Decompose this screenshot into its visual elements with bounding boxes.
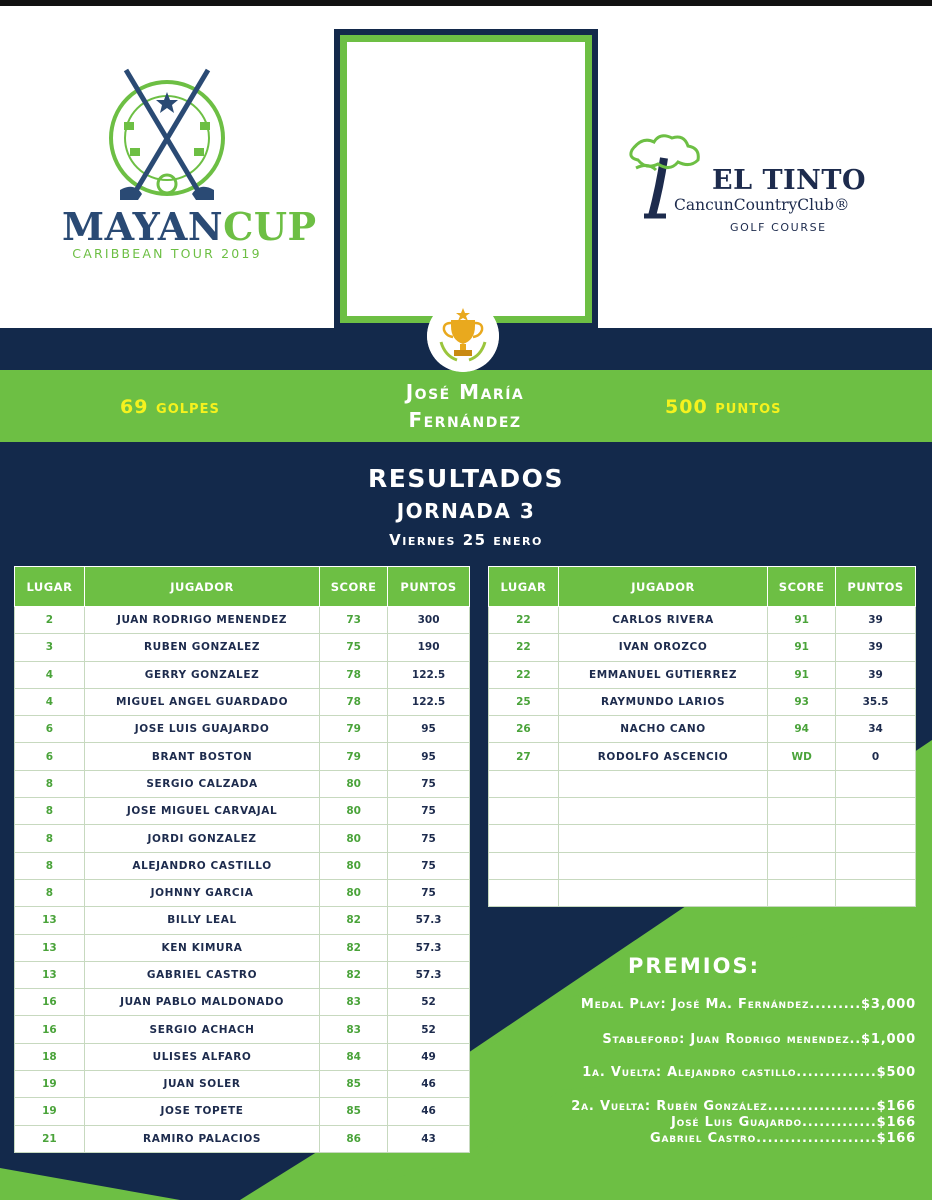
cell-jugador: JOSE MIGUEL CARVAJAL [84,798,319,825]
cell-puntos: 75 [388,852,470,879]
cell-score: 93 [768,688,836,715]
cell-lugar: 8 [15,852,85,879]
cell-score: 80 [320,879,388,906]
trophy-icon [427,300,499,372]
prizes-title: PREMIOS: [628,954,760,978]
cell-puntos: 46 [388,1071,470,1098]
cell-lugar: 19 [15,1098,85,1125]
cell-score: 75 [320,634,388,661]
cell-puntos [836,852,916,879]
cell-puntos: 57.3 [388,934,470,961]
cell-lugar [489,852,559,879]
cell-jugador: RODOLFO ASCENCIO [558,743,767,770]
table-row [489,716,916,743]
cell-jugador: JUAN SOLER [84,1071,319,1098]
table-row [15,825,470,852]
prize-second-round-3: Gabriel Castro.....................$166 [650,1131,916,1146]
cell-jugador: RAYMUNDO LARIOS [558,688,767,715]
table-row [15,852,470,879]
cell-lugar: 6 [15,716,85,743]
cell-jugador: SERGIO CALZADA [84,770,319,797]
cell-score: 91 [768,607,836,634]
cell-score: 91 [768,661,836,688]
cell-puntos: 34 [836,716,916,743]
cell-score: 94 [768,716,836,743]
table-row [489,661,916,688]
cell-jugador: IVAN OROZCO [558,634,767,661]
table-row [15,716,470,743]
table-header-lugar: LUGAR [15,567,85,607]
cell-lugar [489,798,559,825]
table-header-jugador: JUGADOR [84,567,319,607]
prize-first-round: 1a. Vuelta: Alejandro castillo..............$500 [582,1065,916,1080]
cell-lugar: 21 [15,1125,85,1152]
table-row [489,743,916,770]
cell-lugar: 13 [15,934,85,961]
prize-second-round-2: José Luis Guajardo.............$166 [670,1115,916,1130]
cell-score: 73 [320,607,388,634]
cell-lugar: 4 [15,661,85,688]
cell-puntos: 122.5 [388,688,470,715]
prize-medal-play: Medal Play: José Ma. Fernández.........$3,000 [580,997,916,1012]
cell-puntos: 0 [836,743,916,770]
cell-puntos: 95 [388,743,470,770]
cell-lugar: 27 [489,743,559,770]
el-tinto-name: EL TINTO [712,165,866,196]
table-row [15,961,470,988]
cell-lugar: 13 [15,961,85,988]
results-title: RESULTADOS [368,464,564,493]
cell-puntos: 95 [388,716,470,743]
cell-lugar: 2 [15,607,85,634]
table-row [15,1043,470,1070]
cell-puntos: 75 [388,770,470,797]
table-row [15,688,470,715]
table-header-score: SCORE [768,567,836,607]
winner-strokes: 69 golpes [120,396,220,418]
table-header-jugador: JUGADOR [558,567,767,607]
cell-puntos: 57.3 [388,961,470,988]
table-row [15,770,470,797]
el-tinto-club: CancunCountryClub® [674,196,850,214]
cell-score: 78 [320,688,388,715]
prize-second-round: 2a. Vuelta: Rubén González...................$166 [571,1099,916,1114]
cell-score: 80 [320,852,388,879]
cell-jugador: JOSE TOPETE [84,1098,319,1125]
cell-jugador: JOHNNY GARCIA [84,879,319,906]
cell-score: 82 [320,961,388,988]
cell-score: 83 [320,989,388,1016]
table-header-puntos: PUNTOS [388,567,470,607]
cell-jugador [558,770,767,797]
table-row [15,934,470,961]
table-row [489,688,916,715]
results-round: JORNADA 3 [396,499,536,523]
table-row [15,634,470,661]
cell-lugar: 22 [489,634,559,661]
el-tinto-course: GOLF COURSE [730,221,827,234]
cell-puntos: 300 [388,607,470,634]
cell-jugador [558,825,767,852]
cell-score: 78 [320,661,388,688]
table-row [489,607,916,634]
results-table-right [488,566,916,907]
cell-puntos [836,798,916,825]
table-row [489,798,916,825]
cell-puntos: 49 [388,1043,470,1070]
winner-points: 500 puntos [665,396,782,418]
table-header-puntos: PUNTOS [836,567,916,607]
table-row [489,852,916,879]
cell-lugar: 18 [15,1043,85,1070]
cell-lugar: 4 [15,688,85,715]
cell-jugador: RAMIRO PALACIOS [84,1125,319,1152]
winner-name: José María Fernández [405,380,525,432]
cell-jugador: JORDI GONZALEZ [84,825,319,852]
results-date: Viernes 25 enero [389,531,543,549]
cell-score: 85 [320,1098,388,1125]
table-row [15,743,470,770]
table-row [15,879,470,906]
cell-score: 86 [320,1125,388,1152]
cell-puntos: 122.5 [388,661,470,688]
table-row [15,1098,470,1125]
cell-lugar: 22 [489,661,559,688]
cell-puntos: 190 [388,634,470,661]
cell-puntos: 75 [388,798,470,825]
cell-score: 83 [320,1016,388,1043]
cell-lugar: 3 [15,634,85,661]
cell-jugador: ULISES ALFARO [84,1043,319,1070]
cell-lugar [489,770,559,797]
cell-score: WD [768,743,836,770]
cell-puntos: 57.3 [388,907,470,934]
winner-photo-placeholder [347,42,585,316]
cell-jugador: BILLY LEAL [84,907,319,934]
mayan-cup-subtitle: CARIBBEAN TOUR 2019 [72,246,262,261]
cell-jugador: JUAN RODRIGO MENENDEZ [84,607,319,634]
cell-score [768,879,836,906]
table-header-lugar: LUGAR [489,567,559,607]
cell-lugar: 8 [15,825,85,852]
cell-puntos: 52 [388,1016,470,1043]
cell-jugador: JUAN PABLO MALDONADO [84,989,319,1016]
cell-puntos: 39 [836,661,916,688]
cell-score [768,825,836,852]
cell-jugador: GERRY GONZALEZ [84,661,319,688]
cell-score: 80 [320,798,388,825]
table-row [489,770,916,797]
cell-puntos: 46 [388,1098,470,1125]
table-row [15,907,470,934]
table-row [15,1016,470,1043]
cell-puntos [836,825,916,852]
cell-jugador: RUBEN GONZALEZ [84,634,319,661]
cell-puntos [836,770,916,797]
cell-score: 82 [320,907,388,934]
cell-lugar [489,879,559,906]
cell-puntos: 43 [388,1125,470,1152]
cell-jugador: JOSE LUIS GUAJARDO [84,716,319,743]
cell-jugador: BRANT BOSTON [84,743,319,770]
cell-score [768,770,836,797]
cell-lugar: 8 [15,770,85,797]
cell-puntos: 75 [388,825,470,852]
cell-score: 80 [320,825,388,852]
cell-jugador [558,879,767,906]
cell-lugar: 13 [15,907,85,934]
table-row [15,798,470,825]
table-row [15,607,470,634]
cell-score: 84 [320,1043,388,1070]
mayan-cup-title: MAYANCUP [62,204,317,249]
cell-lugar: 16 [15,1016,85,1043]
cell-jugador: GABRIEL CASTRO [84,961,319,988]
cell-score: 80 [320,770,388,797]
cell-puntos: 75 [388,879,470,906]
cell-puntos: 35.5 [836,688,916,715]
cell-jugador: MIGUEL ANGEL GUARDADO [84,688,319,715]
cell-puntos [836,879,916,906]
cell-jugador: NACHO CANO [558,716,767,743]
cell-lugar: 26 [489,716,559,743]
prize-stableford: Stableford: Juan Rodrigo menendez..$1,000 [602,1032,916,1047]
cell-lugar: 6 [15,743,85,770]
cell-score [768,798,836,825]
cell-puntos: 39 [836,607,916,634]
table-row [15,989,470,1016]
cell-lugar [489,825,559,852]
cell-jugador: ALEJANDRO CASTILLO [84,852,319,879]
cell-jugador [558,798,767,825]
table-row [489,634,916,661]
cell-lugar: 8 [15,798,85,825]
cell-jugador: EMMANUEL GUTIERREZ [558,661,767,688]
cell-puntos: 52 [388,989,470,1016]
table-row [489,825,916,852]
cell-lugar: 25 [489,688,559,715]
cell-lugar: 16 [15,989,85,1016]
cell-jugador [558,852,767,879]
table-row [15,661,470,688]
winner-photo-frame [334,29,598,329]
table-row [15,1125,470,1152]
cell-score: 91 [768,634,836,661]
cell-lugar: 8 [15,879,85,906]
table-header-score: SCORE [320,567,388,607]
cell-jugador: CARLOS RIVERA [558,607,767,634]
results-table-left [14,566,470,1153]
cell-jugador: KEN KIMURA [84,934,319,961]
cell-lugar: 22 [489,607,559,634]
cell-score: 82 [320,934,388,961]
cell-score: 85 [320,1071,388,1098]
cell-lugar: 19 [15,1071,85,1098]
cell-jugador: SERGIO ACHACH [84,1016,319,1043]
table-row [489,879,916,906]
cell-score [768,852,836,879]
cell-score: 79 [320,743,388,770]
cell-puntos: 39 [836,634,916,661]
table-row [15,1071,470,1098]
cell-score: 79 [320,716,388,743]
